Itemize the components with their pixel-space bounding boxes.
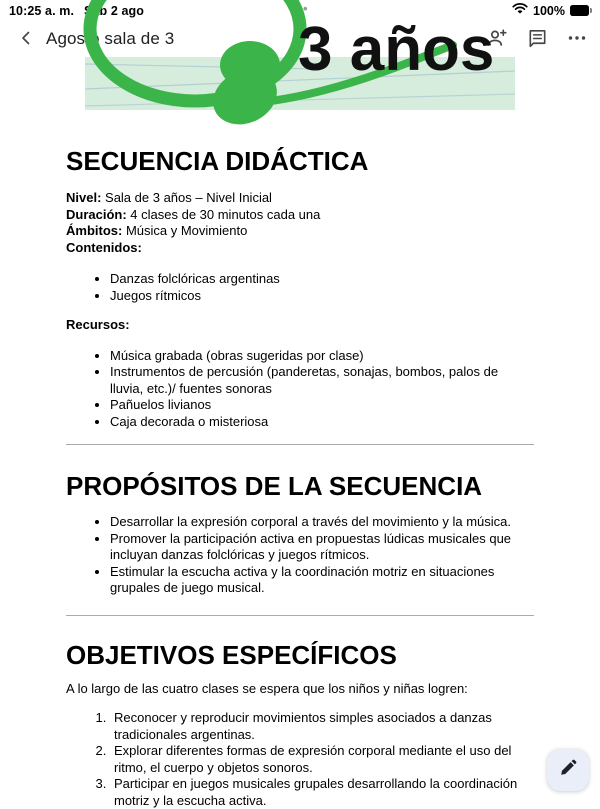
comment-icon: [526, 26, 549, 54]
chevron-left-icon: [17, 29, 35, 52]
list-item: • Juegos rítmicos: [110, 288, 534, 305]
edit-fab-button[interactable]: [547, 749, 589, 791]
hero-caption-text: 3 años: [298, 15, 495, 84]
status-date: Sáb 2 ago: [84, 4, 144, 18]
heading-propositos: PROPÓSITOS DE LA SECUENCIA: [66, 471, 483, 501]
battery-percent: 100%: [533, 3, 565, 18]
list-item: 2. Explorar diferentes formas de expresión corporal mediante el uso del ritmo, el cuerpo y objetos sonoros.: [110, 743, 534, 776]
meta-value: Sala de 3 años – Nivel Inicial: [101, 190, 272, 205]
list-item: 1. Reconocer y reproducir movimientos simples asociados a danzas tradicionales argentinas.: [110, 710, 534, 743]
heading-objetivos: OBJETIVOS ESPECÍFICOS: [66, 639, 397, 670]
meta-block: [66, 190, 534, 256]
overflow-menu-button[interactable]: [564, 27, 590, 53]
meta-value: 4 clases de 30 minutos cada una: [126, 206, 321, 222]
list-item: • Música grabada (obras sugeridas por clase): [110, 348, 534, 365]
meta-value: Música y Movimiento: [122, 223, 248, 238]
objetivos-intro: A lo largo de las cuatro clases se espera que los niños y niñas logren:: [66, 680, 468, 696]
meta-label: Nivel:: [66, 190, 102, 205]
recursos-list: [66, 348, 534, 431]
pencil-icon: [558, 758, 578, 783]
document-title[interactable]: Agosto sala de 3: [46, 29, 175, 48]
list-item: • Caja decorada o misteriosa: [110, 414, 534, 431]
meta-line-contenidos: [66, 240, 534, 257]
propositos-list: [66, 514, 534, 597]
comments-button[interactable]: [524, 27, 550, 53]
wifi-icon: [512, 3, 528, 18]
recursos-label: Recursos:: [66, 317, 130, 332]
meta-line-duracion: [66, 207, 534, 224]
back-button[interactable]: [13, 27, 39, 53]
list-item: • Pañuelos livianos: [110, 397, 534, 414]
contenidos-list: [66, 271, 534, 304]
meta-line-nivel: [66, 190, 534, 207]
toolbar-actions: [484, 27, 590, 53]
section-divider: [66, 444, 534, 445]
more-horizontal-icon: [567, 28, 587, 53]
meta-label: Contenidos:: [66, 239, 142, 255]
section-divider: [66, 615, 534, 616]
heading-secuencia-didactica: SECUENCIA DIDÁCTICA: [66, 146, 369, 176]
list-item: 3. Participar en juegos musicales grupales desarrollando la coordinación motriz y la escucha activa.: [110, 776, 534, 809]
list-item: • Danzas folclóricas argentinas: [110, 271, 534, 288]
list-item: • Estimular la escucha activa y la coordinación motriz en situaciones grupales de juego musical.: [110, 564, 534, 597]
battery-icon: [570, 5, 592, 16]
status-indicators: [512, 3, 592, 18]
list-item: • Desarrollar la expresión corporal a través del movimiento y la música.: [110, 514, 534, 531]
objetivos-list: [66, 710, 534, 809]
meta-label: Duración:: [66, 206, 127, 222]
list-item: • Instrumentos de percusión (panderetas, sonajas, bombos, palos de lluvia, etc.)/ fuentes sonoras: [110, 364, 534, 397]
meta-line-ambitos: [66, 223, 534, 240]
list-item: • Promover la participación activa en propuestas lúdicas musicales que incluyan danzas folclóricas y juegos rítmicos.: [110, 531, 534, 564]
meta-label: Ámbitos:: [66, 223, 123, 238]
multitask-handle: •••: [290, 1, 310, 16]
status-time: 10:25 a. m.: [9, 4, 75, 18]
